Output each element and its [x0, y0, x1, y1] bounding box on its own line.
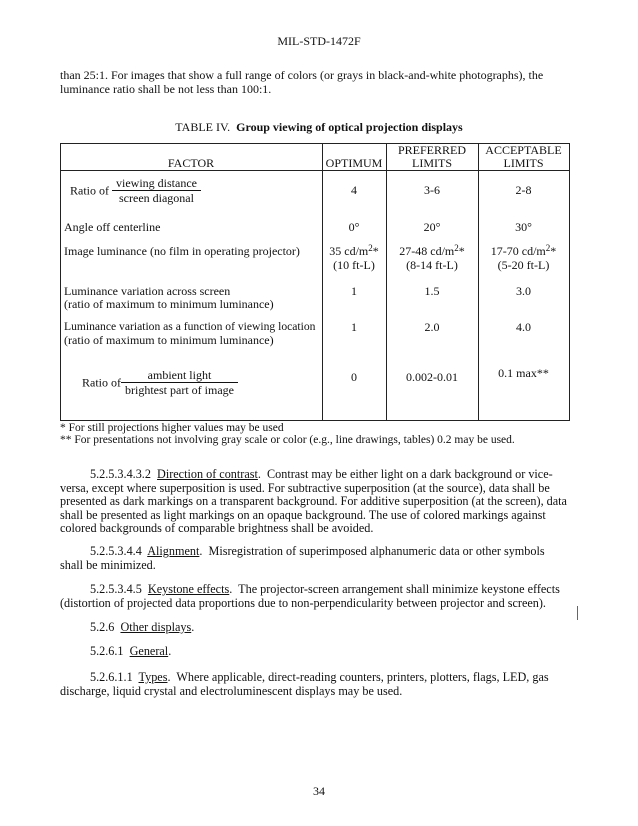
section-title-general: General [129, 644, 169, 658]
paragraph-keystone-effects-lead: The projector-screen arrangement shall minimize keystone effects [238, 582, 560, 596]
row-3-optimum-exponent: 2 [368, 243, 373, 253]
header-preferred-2: LIMITS [412, 156, 452, 170]
paragraph-alignment-lead: Misregistration of superimposed alphanumeric data or other symbols [208, 544, 545, 558]
header-preferred-1: PREFERRED [397, 143, 466, 157]
row-4-acceptable: 3.0 [516, 284, 531, 298]
paragraph-alignment [60, 545, 572, 572]
row-5-preferred: 2.0 [424, 320, 440, 334]
row-1-fraction-numerator: viewing distance [112, 176, 201, 191]
paragraph-alignment-first-line: 5.2.5.3.4.4 Alignment. Misregistration of superimposed alphanumeric data or other symbols [90, 544, 545, 558]
row-6-fraction-denominator: brightest part of image [125, 383, 234, 397]
paragraph-keystone-effects [60, 583, 580, 610]
section-number-5-2-5-3-4-3-2: 5.2.5.3.4.3.2 [90, 467, 151, 481]
paragraph-direction-of-contrast-body: versa, except where superposition is used. For subtractive superposition (at the source), data shall be presented as dark markings on a transparent background. For additive superposition (at the screen), data shall be presented as light markings on an opaque background. The use of colored markings against colored backgrounds of comparable brightness shall be avoided. [60, 480, 567, 536]
header-optimum: OPTIMUM [325, 156, 383, 170]
section-number-5-2-5-3-4-5: 5.2.5.3.4.5 [90, 582, 142, 596]
paragraph-types-lead: Where applicable, direct-reading counters, printers, plotters, flags, LED, gas [176, 670, 549, 684]
section-title-other-displays: Other displays [120, 620, 192, 634]
document-id: MIL-STD-1472F [277, 34, 361, 48]
row-4-factor-line-2: (ratio of maximum to minimum luminance) [64, 297, 274, 311]
row-3-acceptable [478, 244, 569, 258]
table-caption-prefix: TABLE IV. [175, 120, 231, 134]
row-3-optimum [322, 244, 386, 258]
row-6-optimum: 0 [351, 370, 357, 384]
section-title-keystone-effects: Keystone effects [147, 582, 230, 596]
row-1-fraction [112, 176, 201, 205]
table-footnote-1: * For still projections higher values may be used [60, 422, 284, 434]
paragraph-alignment-body: shall be minimized. [60, 557, 156, 572]
paragraph-keystone-effects-body: (distortion of projected data proportions due to non-perpendicularity between projector and screen). [60, 595, 546, 610]
heading-other-displays: 5.2.6 Other displays. [90, 620, 195, 634]
row-6-factor [82, 368, 238, 397]
header-acceptable-2: LIMITS [503, 156, 544, 170]
row-3-acceptable-footnote-mark: * [550, 244, 557, 258]
paragraph-types-body: discharge, liquid crystal and electroluminescent displays may be used. [60, 683, 403, 698]
row-4-preferred: 1.5 [424, 284, 440, 298]
paragraph-types [60, 671, 572, 698]
change-bar [577, 606, 578, 620]
table-caption-title: Group viewing of optical projection displays [236, 120, 463, 134]
table-header-divider [60, 170, 570, 171]
paragraph-direction-of-contrast [60, 468, 572, 536]
section-number-5-2-6-1: 5.2.6.1 [90, 644, 124, 658]
table-left-border [60, 143, 61, 421]
row-3-preferred [386, 244, 478, 258]
row-3-preferred-exponent: 2 [454, 243, 459, 253]
row-6-preferred: 0.002-0.01 [406, 370, 458, 384]
paragraph-types-first-line: 5.2.6.1.1 Types. Where applicable, direct-reading counters, printers, plotters, flags, LED, gas [90, 670, 549, 684]
row-3-preferred-footnote-mark: * [458, 244, 465, 258]
row-2-factor: Angle off centerline [64, 220, 161, 234]
row-4-optimum: 1 [351, 284, 357, 298]
intro-line-1: than 25:1. For images that show a full range of colors (or grays in black-and-white photographs), the [60, 68, 544, 82]
row-6-fraction [121, 368, 238, 397]
row-3-preferred-value: 27-48 cd/m [399, 244, 455, 258]
intro-line-2: luminance ratio shall be not less than 100:1. [60, 82, 272, 96]
table-right-border [569, 143, 570, 421]
section-number-5-2-6: 5.2.6 [90, 620, 115, 634]
row-5-factor-line-1: Luminance variation as a function of viewing location [64, 320, 316, 333]
row-5-factor-line-2: (ratio of maximum to minimum luminance) [64, 333, 274, 347]
section-number-5-2-5-3-4-4: 5.2.5.3.4.4 [90, 544, 142, 558]
header-acceptable-1: ACCEPTABLE [485, 143, 562, 157]
row-2-preferred: 20° [423, 220, 441, 234]
row-4-factor-line-1: Luminance variation across screen [64, 284, 231, 298]
row-1-optimum: 4 [351, 183, 357, 197]
row-2-optimum: 0° [348, 220, 360, 234]
paragraph-direction-of-contrast-first-line: 5.2.5.3.4.3.2 Direction of contrast. Contrast may be either light on a dark background or vice- [90, 467, 553, 481]
section-title-types: Types [138, 670, 168, 684]
section-title-direction-of-contrast: Direction of contrast [157, 467, 258, 481]
row-3-factor: Image luminance (no film in operating projector) [64, 244, 300, 258]
row-1-factor [70, 176, 201, 205]
row-5-acceptable: 4.0 [516, 320, 531, 334]
paragraph-direction-of-contrast-lead: Contrast may be either light on a dark background or vice- [267, 467, 553, 481]
row-3-acceptable-exponent: 2 [545, 243, 551, 253]
row-3-optimum-value: 35 cd/m [329, 244, 369, 258]
row-3-preferred-ftl: (8-14 ft-L) [406, 258, 458, 272]
row-2-acceptable: 30° [515, 220, 532, 234]
row-3-acceptable-ftl: (5-20 ft-L) [497, 258, 550, 272]
row-1-acceptable: 2-8 [515, 183, 532, 197]
row-1-preferred: 3-6 [424, 183, 440, 197]
section-number-5-2-6-1-1: 5.2.6.1.1 [90, 670, 133, 684]
row-6-acceptable: 0.1 max** [498, 366, 549, 380]
row-3-acceptable-value: 17-70 cd/m [490, 244, 546, 258]
row-1-fraction-denominator: screen diagonal [119, 191, 194, 205]
page-number: 34 [313, 784, 325, 798]
table-caption [0, 120, 638, 134]
header-factor: FACTOR [167, 156, 215, 170]
paragraph-keystone-effects-first-line: 5.2.5.3.4.5 Keystone effects. The projector-screen arrangement shall minimize keystone effects [90, 582, 560, 596]
row-5-optimum: 1 [351, 320, 357, 334]
heading-general: 5.2.6.1 General. [90, 644, 172, 658]
table-footnote-2: ** For presentations not involving gray scale or color (e.g., line drawings, tables) 0.2 may be used. [60, 434, 515, 446]
row-3-optimum-ftl: (10 ft-L) [333, 258, 375, 272]
row-6-fraction-numerator: ambient light [121, 368, 238, 383]
row-3-optimum-footnote-mark: * [372, 244, 379, 258]
row-1-factor-prefix: Ratio of [70, 183, 109, 198]
section-title-alignment: Alignment [147, 544, 200, 558]
row-6-factor-prefix: Ratio of [82, 375, 121, 390]
